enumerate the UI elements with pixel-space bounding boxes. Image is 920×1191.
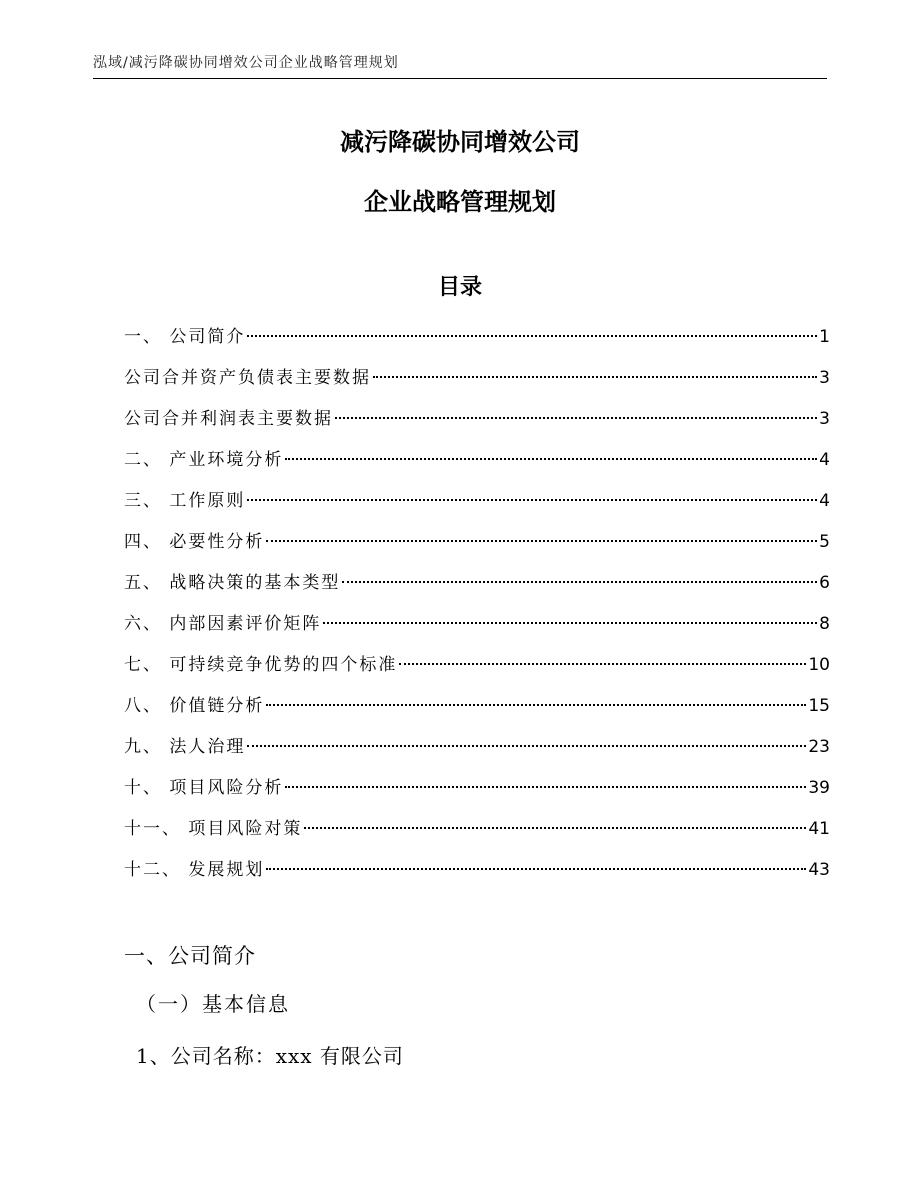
- toc-entry[interactable]: [124, 609, 830, 650]
- toc-entry-page: 1: [819, 327, 830, 347]
- toc-entry-label: 九、 法人治理: [124, 737, 246, 757]
- toc-entry[interactable]: [124, 404, 830, 445]
- toc-leader-dots: [285, 458, 817, 460]
- toc-entry[interactable]: [124, 363, 830, 404]
- toc-entry-page: 4: [819, 450, 830, 470]
- toc-leader-dots: [335, 417, 817, 419]
- toc-entry-page: 6: [819, 573, 830, 593]
- toc-entry-page: 4: [819, 491, 830, 511]
- toc-entry-page: 8: [819, 614, 830, 634]
- toc-entry[interactable]: [124, 691, 830, 732]
- toc-entry[interactable]: [124, 732, 830, 773]
- toc-entry-page: 3: [819, 409, 830, 429]
- toc-leader-dots: [247, 335, 817, 337]
- toc-entry-label: 公司合并资产负债表主要数据: [124, 368, 371, 388]
- toc-entry-label: 二、 产业环境分析: [124, 450, 284, 470]
- toc-entry[interactable]: [124, 568, 830, 609]
- table-of-contents: [124, 322, 830, 896]
- paragraph: 1、公司名称：xxx 有限公司: [136, 1044, 404, 1068]
- toc-leader-dots: [323, 622, 817, 624]
- toc-entry[interactable]: [124, 814, 830, 855]
- toc-entry-page: 23: [808, 737, 830, 757]
- toc-entry[interactable]: [124, 527, 830, 568]
- running-header: 泓域/减污降碳协同增效公司企业战略管理规划: [93, 55, 399, 71]
- toc-entry-label: 十二、 发展规划: [124, 860, 265, 880]
- toc-entry-label: 十、 项目风险分析: [124, 778, 284, 798]
- header-rule: [93, 78, 827, 79]
- toc-leader-dots: [285, 786, 806, 788]
- toc-entry-page: 10: [808, 655, 830, 675]
- toc-entry-label: 八、 价值链分析: [124, 696, 265, 716]
- section-heading: 一、公司简介: [124, 944, 256, 968]
- toc-entry-page: 5: [819, 532, 830, 552]
- toc-entry[interactable]: [124, 445, 830, 486]
- toc-entry-label: 十一、 项目风险对策: [124, 819, 303, 839]
- toc-entry-label: 六、 内部因素评价矩阵: [124, 614, 322, 634]
- toc-entry[interactable]: [124, 486, 830, 527]
- toc-leader-dots: [266, 704, 806, 706]
- toc-entry[interactable]: [124, 855, 830, 896]
- toc-leader-dots: [342, 581, 817, 583]
- toc-entry-label: 五、 战略决策的基本类型: [124, 573, 341, 593]
- toc-entry[interactable]: [124, 322, 830, 363]
- toc-entry-page: 41: [808, 819, 830, 839]
- toc-leader-dots: [266, 868, 806, 870]
- toc-entry-page: 15: [808, 696, 830, 716]
- toc-leader-dots: [266, 540, 817, 542]
- toc-heading: 目录: [437, 275, 482, 300]
- toc-entry-label: 公司合并利润表主要数据: [124, 409, 333, 429]
- toc-entry-label: 三、 工作原则: [124, 491, 246, 511]
- toc-leader-dots: [247, 499, 817, 501]
- doc-title-line1: 减污降碳协同增效公司: [340, 128, 580, 156]
- sub-heading: （一）基本信息: [136, 992, 290, 1016]
- toc-leader-dots: [399, 663, 806, 665]
- toc-entry-page: 43: [808, 860, 830, 880]
- toc-entry-label: 四、 必要性分析: [124, 532, 265, 552]
- toc-entry-page: 39: [808, 778, 830, 798]
- toc-entry-label: 七、 可持续竞争优势的四个标准: [124, 655, 398, 675]
- toc-entry-page: 3: [819, 368, 830, 388]
- toc-entry-label: 一、 公司简介: [124, 327, 246, 347]
- toc-leader-dots: [247, 745, 806, 747]
- toc-leader-dots: [304, 827, 806, 829]
- toc-entry[interactable]: [124, 773, 830, 814]
- doc-title-line2: 企业战略管理规划: [364, 188, 556, 216]
- toc-entry[interactable]: [124, 650, 830, 691]
- toc-leader-dots: [373, 376, 817, 378]
